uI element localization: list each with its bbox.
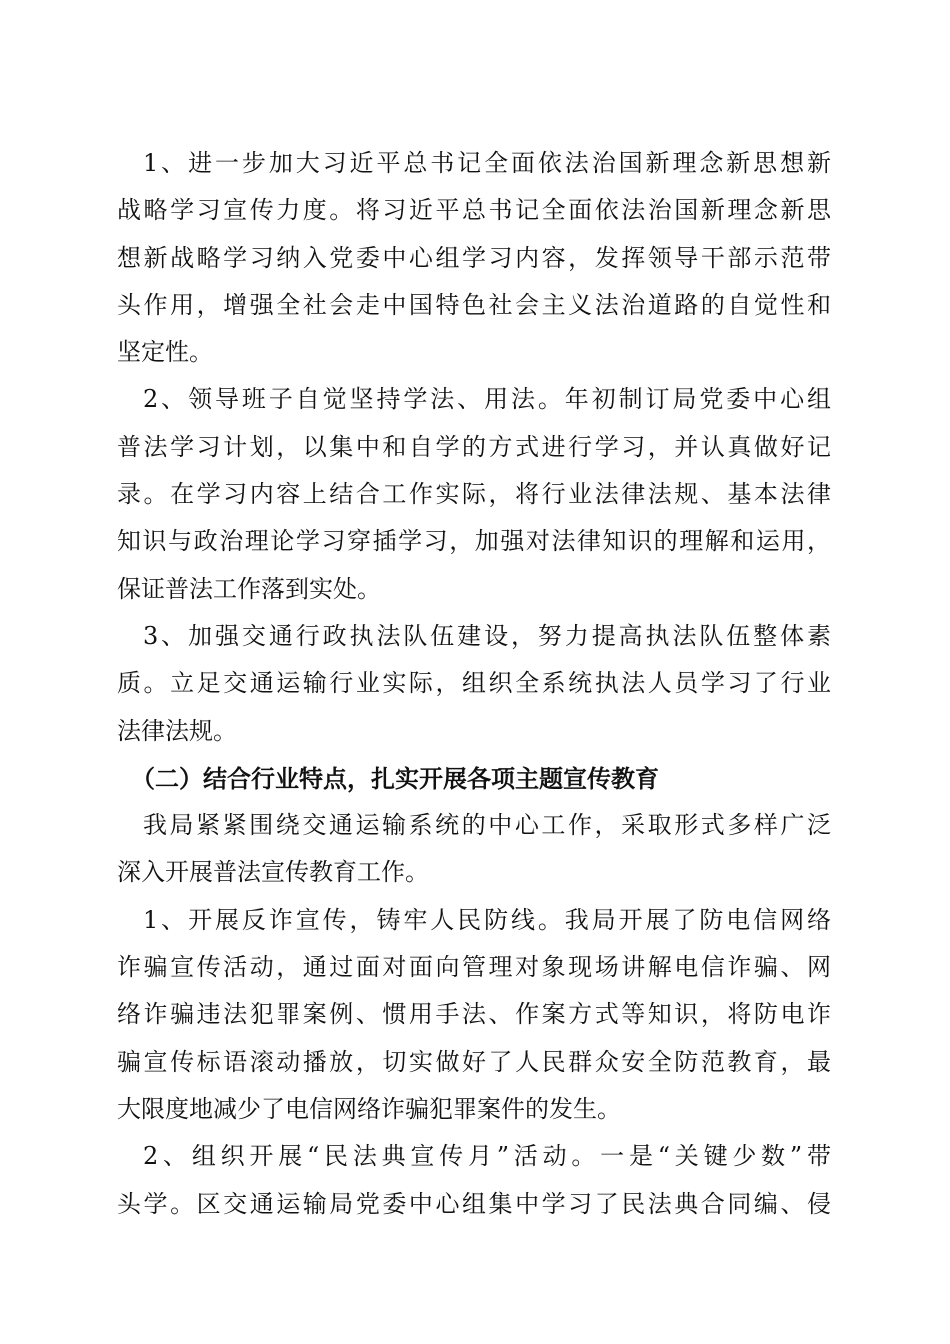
text-line: 头作用，增强全社会走中国特色社会主义法治道路的自觉性和: [117, 290, 831, 319]
text-line: 战略学习宣传力度。将习近平总书记全面依法治国新理念新思: [117, 196, 831, 225]
text-line: 络诈骗违法犯罪案例、惯用手法、作案方式等知识，将防电诈: [117, 1000, 831, 1029]
text-line: 1、开展反诈宣传，铸牢人民防线。我局开展了防电信网络: [143, 905, 831, 934]
text-line: 录。在学习内容上结合工作实际，将行业法律法规、基本法律: [117, 480, 831, 509]
text-line: 坚定性。: [117, 338, 213, 367]
text-line: 想新战略学习纳入党委中心组学习内容，发挥领导干部示范带: [117, 243, 831, 272]
text-line: 我局紧紧围绕交通运输系统的中心工作，采取形式多样广泛: [143, 811, 831, 840]
text-line: 深入开展普法宣传教育工作。: [117, 858, 429, 887]
paragraph-2: [117, 376, 831, 612]
paragraph-5: [117, 1133, 831, 1228]
paragraph-4: [117, 897, 831, 1133]
text-line: 骗宣传标语滚动播放，切实做好了人民群众安全防范教育，最: [117, 1047, 831, 1076]
text-line: 头学。区交通运输局党委中心组集中学习了民法典合同编、侵: [117, 1189, 831, 1218]
text-line: 3、加强交通行政执法队伍建设，努力提高执法队伍整体素: [143, 621, 831, 650]
text-line: 2、组织开展“民法典宣传月”活动。一是“关键少数”带: [143, 1142, 831, 1171]
text-line: 法律法规。: [117, 716, 237, 745]
text-line: 知识与政治理论学习穿插学习，加强对法律知识的理解和运用，: [117, 527, 831, 556]
document-page: [117, 140, 831, 1228]
paragraph-3: [117, 613, 831, 755]
text-line: 普法学习计划，以集中和自学的方式进行学习，并认真做好记: [117, 432, 831, 461]
text-line: 保证普法工作落到实处。: [117, 574, 381, 603]
text-line: 诈骗宣传活动，通过面对面向管理对象现场讲解电信诈骗、网: [117, 953, 831, 982]
text-line: 质。立足交通运输行业实际，组织全系统执法人员学习了行业: [117, 669, 831, 698]
paragraph-intro: [117, 802, 831, 897]
paragraph-1: [117, 140, 831, 376]
text-line: 1、进一步加大习近平总书记全面依法治国新理念新思想新: [143, 149, 831, 177]
section-heading: （二）结合行业特点，扎实开展各项主题宣传教育: [131, 763, 659, 793]
text-line: 2、领导班子自觉坚持学法、用法。年初制订局党委中心组: [143, 385, 831, 414]
text-line: 大限度地减少了电信网络诈骗犯罪案件的发生。: [117, 1094, 621, 1123]
